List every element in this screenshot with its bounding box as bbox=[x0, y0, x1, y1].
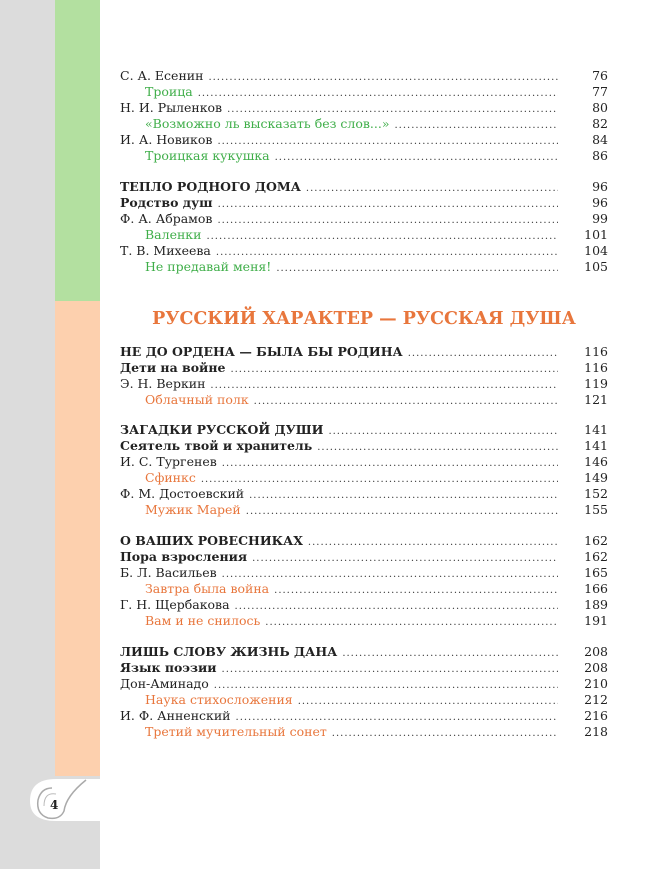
entry-title: Валенки bbox=[120, 227, 206, 243]
entry-page-number: 99 bbox=[592, 211, 608, 226]
entry-page-number: 121 bbox=[584, 392, 608, 407]
entry-title: Н. И. Рыленков bbox=[120, 100, 227, 116]
entry-title: ЛИШЬ СЛОВУ ЖИЗНЬ ДАНА bbox=[120, 644, 342, 660]
toc-entry-sub[interactable] bbox=[120, 438, 608, 454]
entry-page-number: 101 bbox=[584, 227, 608, 242]
page-number: 4 bbox=[50, 798, 59, 812]
dot-leader bbox=[275, 150, 558, 166]
entry-page-number: 218 bbox=[584, 724, 608, 739]
left-margin-strip bbox=[0, 0, 55, 869]
peach-section-tab bbox=[55, 301, 100, 776]
dot-leader bbox=[276, 261, 558, 277]
toc-entry-author[interactable] bbox=[120, 597, 608, 613]
toc-entry-work[interactable] bbox=[120, 84, 608, 100]
entry-page-number: 105 bbox=[584, 259, 608, 274]
toc-entry-work[interactable] bbox=[120, 613, 608, 629]
toc-entry-work[interactable] bbox=[120, 470, 608, 486]
entry-page-number: 146 bbox=[584, 454, 608, 469]
toc-entry-work[interactable] bbox=[120, 148, 608, 164]
entry-page-number: 165 bbox=[584, 565, 608, 580]
toc-entry-sub[interactable] bbox=[120, 360, 608, 376]
toc-entry-author[interactable] bbox=[120, 454, 608, 470]
entry-page-number: 155 bbox=[584, 502, 608, 517]
toc-entry-section[interactable] bbox=[120, 422, 608, 438]
entry-title: Дон-Аминадо bbox=[120, 676, 214, 692]
entry-page-number: 76 bbox=[592, 68, 608, 83]
toc-entry-work[interactable] bbox=[120, 116, 608, 132]
toc-entry-work[interactable] bbox=[120, 392, 608, 408]
entry-title: И. Ф. Анненский bbox=[120, 708, 236, 724]
entry-page-number: 162 bbox=[584, 549, 608, 564]
toc-entry-author[interactable] bbox=[120, 565, 608, 581]
entry-title: Родство душ bbox=[120, 195, 218, 211]
dot-leader bbox=[332, 726, 558, 742]
entry-title: Пора взросления bbox=[120, 549, 252, 565]
toc-entry-work[interactable] bbox=[120, 692, 608, 708]
toc-entry-author[interactable] bbox=[120, 211, 608, 227]
entry-title: С. А. Есенин bbox=[120, 68, 208, 84]
part-title: РУССКИЙ ХАРАКТЕР — РУССКАЯ ДУША bbox=[152, 309, 576, 329]
dot-leader bbox=[265, 615, 558, 631]
entry-page-number: 162 bbox=[584, 533, 608, 548]
toc-entry-section[interactable] bbox=[120, 344, 608, 360]
toc-group bbox=[120, 179, 608, 275]
toc-entry-work[interactable] bbox=[120, 227, 608, 243]
entry-title: НЕ ДО ОРДЕНА — БЫЛА БЫ РОДИНА bbox=[120, 344, 408, 360]
toc-entry-section[interactable] bbox=[120, 644, 608, 660]
entry-page-number: 212 bbox=[584, 692, 608, 707]
toc-entry-author[interactable] bbox=[120, 676, 608, 692]
entry-title: Не предавай меня! bbox=[120, 259, 276, 275]
entry-page-number: 104 bbox=[584, 243, 608, 258]
toc-entry-author[interactable] bbox=[120, 100, 608, 116]
entry-title: Облачный полк bbox=[120, 392, 254, 408]
entry-page-number: 210 bbox=[584, 676, 608, 691]
entry-page-number: 149 bbox=[584, 470, 608, 485]
entry-page-number: 82 bbox=[592, 116, 608, 131]
toc-entry-sub[interactable] bbox=[120, 660, 608, 676]
entry-title: Б. Л. Васильев bbox=[120, 565, 222, 581]
toc-entry-author[interactable] bbox=[120, 243, 608, 259]
entry-page-number: 77 bbox=[592, 84, 608, 99]
entry-page-number: 166 bbox=[584, 581, 608, 596]
entry-title: Ф. А. Абрамов bbox=[120, 211, 217, 227]
entry-title: ЗАГАДКИ РУССКОЙ ДУШИ bbox=[120, 422, 328, 438]
entry-page-number: 84 bbox=[592, 132, 608, 147]
toc-entry-sub[interactable] bbox=[120, 195, 608, 211]
toc-group bbox=[120, 533, 608, 629]
dot-leader bbox=[254, 394, 558, 410]
entry-title: Т. В. Михеева bbox=[120, 243, 216, 259]
entry-title: Вам и не снилось bbox=[120, 613, 265, 629]
toc-entry-work[interactable] bbox=[120, 581, 608, 597]
entry-page-number: 86 bbox=[592, 148, 608, 163]
entry-title: Троицкая кукушка bbox=[120, 148, 275, 164]
entry-page-number: 152 bbox=[584, 486, 608, 501]
toc-entry-section[interactable] bbox=[120, 179, 608, 195]
entry-page-number: 116 bbox=[584, 360, 608, 375]
entry-page-number: 119 bbox=[584, 376, 608, 391]
entry-page-number: 141 bbox=[584, 422, 608, 437]
entry-title: Троица bbox=[120, 84, 198, 100]
green-section-tab bbox=[55, 0, 100, 301]
entry-title: Э. Н. Веркин bbox=[120, 376, 210, 392]
entry-page-number: 80 bbox=[592, 100, 608, 115]
entry-page-number: 208 bbox=[584, 660, 608, 675]
toc-entry-work[interactable] bbox=[120, 502, 608, 518]
toc-entry-author[interactable] bbox=[120, 486, 608, 502]
entry-page-number: 208 bbox=[584, 644, 608, 659]
entry-page-number: 141 bbox=[584, 438, 608, 453]
entry-title: Дети на войне bbox=[120, 360, 230, 376]
entry-title: ТЕПЛО РОДНОГО ДОМА bbox=[120, 179, 306, 195]
toc-entry-section[interactable] bbox=[120, 533, 608, 549]
entry-title: Г. Н. Щербакова bbox=[120, 597, 235, 613]
toc-entry-author[interactable] bbox=[120, 68, 608, 84]
page-number-swirl-icon bbox=[26, 776, 106, 826]
entry-page-number: 96 bbox=[592, 195, 608, 210]
entry-title: Сеятель твой и хранитель bbox=[120, 438, 317, 454]
entry-title: «Возможно ль высказать без слов...» bbox=[120, 116, 394, 132]
toc-entry-work[interactable] bbox=[120, 259, 608, 275]
toc-group bbox=[120, 68, 608, 164]
entry-title: Завтра была война bbox=[120, 581, 274, 597]
entry-page-number: 216 bbox=[584, 708, 608, 723]
toc-group bbox=[120, 644, 608, 740]
entry-title: Ф. М. Достоевский bbox=[120, 486, 249, 502]
entry-title: И. С. Тургенев bbox=[120, 454, 222, 470]
entry-page-number: 116 bbox=[584, 344, 608, 359]
entry-page-number: 96 bbox=[592, 179, 608, 194]
toc-entry-author[interactable] bbox=[120, 132, 608, 148]
entry-title: Сфинкс bbox=[120, 470, 201, 486]
toc-entry-sub[interactable] bbox=[120, 549, 608, 565]
toc-group bbox=[120, 344, 608, 408]
entry-title: И. А. Новиков bbox=[120, 132, 217, 148]
toc-entry-author[interactable] bbox=[120, 708, 608, 724]
entry-title: Язык поэзии bbox=[120, 660, 222, 676]
entry-title: Третий мучительный сонет bbox=[120, 724, 332, 740]
entry-title: Мужик Марей bbox=[120, 502, 246, 518]
entry-page-number: 189 bbox=[584, 597, 608, 612]
toc-group bbox=[120, 422, 608, 518]
toc-entry-work[interactable] bbox=[120, 724, 608, 740]
entry-title: О ВАШИХ РОВЕСНИКАХ bbox=[120, 533, 308, 549]
dot-leader bbox=[246, 504, 558, 520]
entry-title: Наука стихосложения bbox=[120, 692, 298, 708]
entry-page-number: 191 bbox=[584, 613, 608, 628]
toc-entry-author[interactable] bbox=[120, 376, 608, 392]
